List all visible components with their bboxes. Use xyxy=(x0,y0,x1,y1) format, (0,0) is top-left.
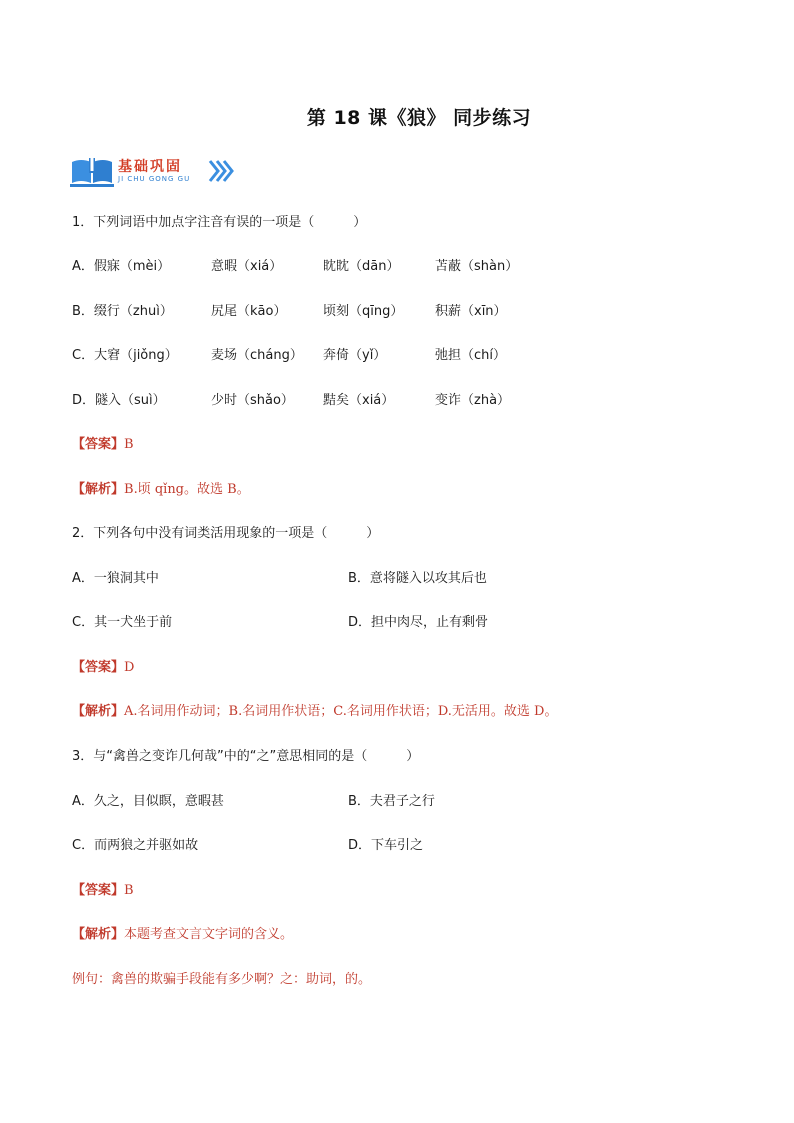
analysis-text: B.顷 qǐng。故选 B。 xyxy=(124,482,250,497)
q1-stem: 1．下列词语中加点字注音有误的一项是（ ） xyxy=(72,215,367,230)
answer-label: 【答案】 xyxy=(72,660,125,675)
q1-answer xyxy=(72,436,134,454)
analysis-text: A.名词用作动词；B.名词用作状语；C.名词用作状语；D.无活用。故选 D。 xyxy=(124,704,558,719)
section-banner xyxy=(70,154,270,190)
q2-analysis xyxy=(72,703,558,721)
q1-row4-b: 少时（shǎo） xyxy=(211,393,294,408)
q2-answer xyxy=(72,659,134,677)
q1-analysis xyxy=(72,481,250,499)
analysis-text: 本题考查文言文字词的含义。 xyxy=(124,927,294,942)
q1-row1-d: 苫蔽（shàn） xyxy=(435,259,519,274)
answer-label: 【答案】 xyxy=(72,437,125,452)
q1-row2-c: 顷刻（qīng） xyxy=(323,304,404,319)
q3-option-c: C．而两狼之并驱如故 xyxy=(72,838,199,853)
q2-option-b: B．意将隧入以攻其后也 xyxy=(348,571,487,586)
q2-stem: 2．下列各句中没有词类活用现象的一项是（ ） xyxy=(72,526,380,541)
q3-answer xyxy=(72,882,134,900)
q3-analysis xyxy=(72,926,293,944)
q2-option-a: A．一狼洞其中 xyxy=(72,571,159,586)
q1-row2-a: B．缀行（zhuì） xyxy=(72,304,173,319)
analysis-label: 【解析】 xyxy=(72,482,125,497)
page-title: 第 18 课《狼》 同步练习 xyxy=(306,107,532,129)
q3-option-b: B．夫君子之行 xyxy=(348,794,435,809)
q1-row4-d: 变诈（zhà） xyxy=(435,393,511,408)
q1-row4-c: 黠矣（xiá） xyxy=(323,393,395,408)
q1-row3-c: 奔倚（yǐ） xyxy=(323,348,387,363)
analysis-label: 【解析】 xyxy=(72,927,125,942)
q3-option-a: A．久之，目似瞑，意暇甚 xyxy=(72,794,224,809)
answer-label: 【答案】 xyxy=(72,883,125,898)
q1-row2-d: 积薪（xīn） xyxy=(435,304,507,319)
q1-row3-a: C．大窘（jiǒng） xyxy=(72,348,178,363)
q3-option-d: D．下车引之 xyxy=(348,838,424,853)
q1-row1-b: 意暇（xiá） xyxy=(211,259,283,274)
analysis-label: 【解析】 xyxy=(72,704,125,719)
banner-title: 基础巩固 xyxy=(118,159,182,175)
q1-row3-b: 麦场（cháng） xyxy=(211,348,303,363)
q2-option-d: D．担中肉尽，止有剩骨 xyxy=(348,615,489,630)
banner-subtitle: JI CHU GONG GU xyxy=(118,175,191,183)
q3-stem: 3．与“禽兽之变诈几何哉”中的“之”意思相同的是（ ） xyxy=(72,749,420,764)
answer-value: B xyxy=(124,883,134,898)
q1-row2-b: 尻尾（kāo） xyxy=(211,304,287,319)
q3-example: 例句：禽兽的欺骗手段能有多少啊？之：助词，的。 xyxy=(72,972,372,987)
q1-row1-a: A．假寐（mèi） xyxy=(72,259,171,274)
answer-value: B xyxy=(124,437,134,452)
q1-row1-c: 眈眈（dān） xyxy=(323,259,400,274)
q1-row3-d: 弛担（chí） xyxy=(435,348,506,363)
answer-value: D xyxy=(124,660,135,675)
q1-row4-a: D．隧入（suì） xyxy=(72,393,166,408)
q2-option-c: C．其一犬坐于前 xyxy=(72,615,173,630)
